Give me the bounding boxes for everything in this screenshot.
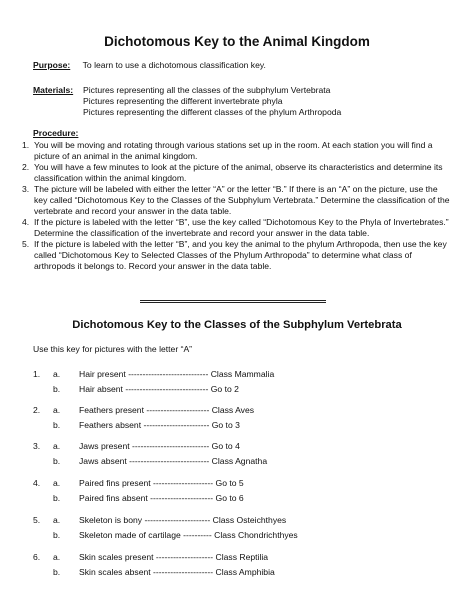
couplet-number: 5. (33, 515, 41, 525)
key-couplet (33, 368, 453, 398)
step-number: 1. (22, 140, 30, 150)
couplet-number: 6. (33, 552, 41, 562)
choice-text: Paired fins present --------------------- Go to 5 (79, 478, 244, 488)
section-divider (140, 300, 326, 303)
procedure-section (22, 128, 452, 272)
procedure-step (22, 184, 452, 217)
choice-text: Hair absent ----------------------------- Go to 2 (79, 384, 239, 394)
materials-label: Materials: (33, 85, 74, 95)
step-text: You will have a few minutes to look at the picture of the animal, observe its characteristics and determine its classification within the animal kingdom. (34, 162, 443, 183)
choice-letter: a. (53, 552, 61, 562)
procedure-step (22, 239, 452, 272)
choice-text: Hair present ---------------------------- Class Mammalia (79, 369, 275, 379)
key-couplet (33, 477, 453, 507)
key-title: Dichotomous Key to the Classes of the Subphylum Vertebrata (72, 319, 402, 331)
procedure-step (22, 140, 452, 162)
choice-letter: b. (53, 493, 61, 503)
choice-letter: a. (53, 369, 61, 379)
choice-text: Skin scales present -------------------- Class Reptilia (79, 552, 269, 562)
step-number: 5. (22, 239, 30, 249)
choice-text: Feathers present ---------------------- Class Aves (79, 405, 255, 415)
materials-item: Pictures representing the different classes of the phylum Arthropoda (83, 107, 342, 117)
choice-letter: b. (53, 456, 61, 466)
couplet-number: 2. (33, 405, 41, 415)
purpose-text: To learn to use a dichotomous classification key. (82, 60, 266, 70)
step-text: If the picture is labeled with the letter “B”, use the key called “Dichotomous Key to the Phyla of Invertebrates.” Determine the classification of the invertebrate and record your answer in the data table. (34, 217, 449, 238)
key-couplet (33, 514, 453, 544)
choice-letter: a. (53, 478, 61, 488)
procedure-step (22, 162, 452, 184)
materials-list (83, 85, 341, 118)
step-number: 4. (22, 217, 30, 227)
step-number: 2. (22, 162, 30, 172)
step-text: You will be moving and rotating through various stations set up in the room. At each station you will find a picture of an animal in the animal kingdom. (34, 140, 433, 161)
couplet-number: 3. (33, 441, 41, 451)
couplet-number: 4. (33, 478, 41, 488)
purpose-label: Purpose: (33, 60, 71, 70)
choice-text: Skin scales absent --------------------- Class Amphibia (79, 567, 275, 577)
procedure-step (22, 217, 452, 239)
choice-letter: a. (53, 405, 61, 415)
key-couplet (33, 404, 453, 434)
choice-letter: a. (53, 515, 61, 525)
choice-letter: b. (53, 384, 61, 394)
choice-text: Skeleton is bony ----------------------- Class Osteichthyes (79, 515, 287, 525)
purpose-section (33, 60, 266, 71)
choice-text: Skeleton made of cartilage ---------- Class Chondrichthyes (79, 530, 298, 540)
materials-item: Pictures representing the different invertebrate phyla (83, 96, 283, 106)
key-couplet (33, 551, 453, 581)
key-intro: Use this key for pictures with the letter “A” (33, 344, 193, 354)
key-couplet (33, 440, 453, 470)
choice-text: Jaws present --------------------------- Go to 4 (79, 441, 240, 451)
procedure-label: Procedure: (33, 128, 79, 138)
step-text: If the picture is labeled with the letter “B”, and you key the animal to the phylum Arthropoda, then use the key called “Dichotomous Key to Selected Classes of the Phylum Arthropoda” to determine what class of arthropods it belongs to. Record your answer in the data table. (34, 239, 447, 271)
choice-letter: b. (53, 530, 61, 540)
page-title: Dichotomous Key to the Animal Kingdom (104, 34, 370, 49)
choice-letter: a. (53, 441, 61, 451)
materials-item: Pictures representing all the classes of the subphylum Vertebrata (83, 85, 331, 95)
couplet-number: 1. (33, 369, 41, 379)
step-number: 3. (22, 184, 30, 194)
choice-text: Feathers absent ----------------------- Go to 3 (79, 420, 240, 430)
choice-letter: b. (53, 567, 61, 577)
choice-text: Paired fins absent ---------------------- Go to 6 (79, 493, 244, 503)
choice-text: Jaws absent ---------------------------- Class Agnatha (79, 456, 268, 466)
choice-letter: b. (53, 420, 61, 430)
step-text: The picture will be labeled with either the letter “A” or the letter “B.” If there is an “A” on the picture, use the key called “Dichotomous Key to the Classes of the Subphylum Vertebrata.” Determine the classification of the vertebrate and record your answer in the data table. (34, 184, 450, 216)
